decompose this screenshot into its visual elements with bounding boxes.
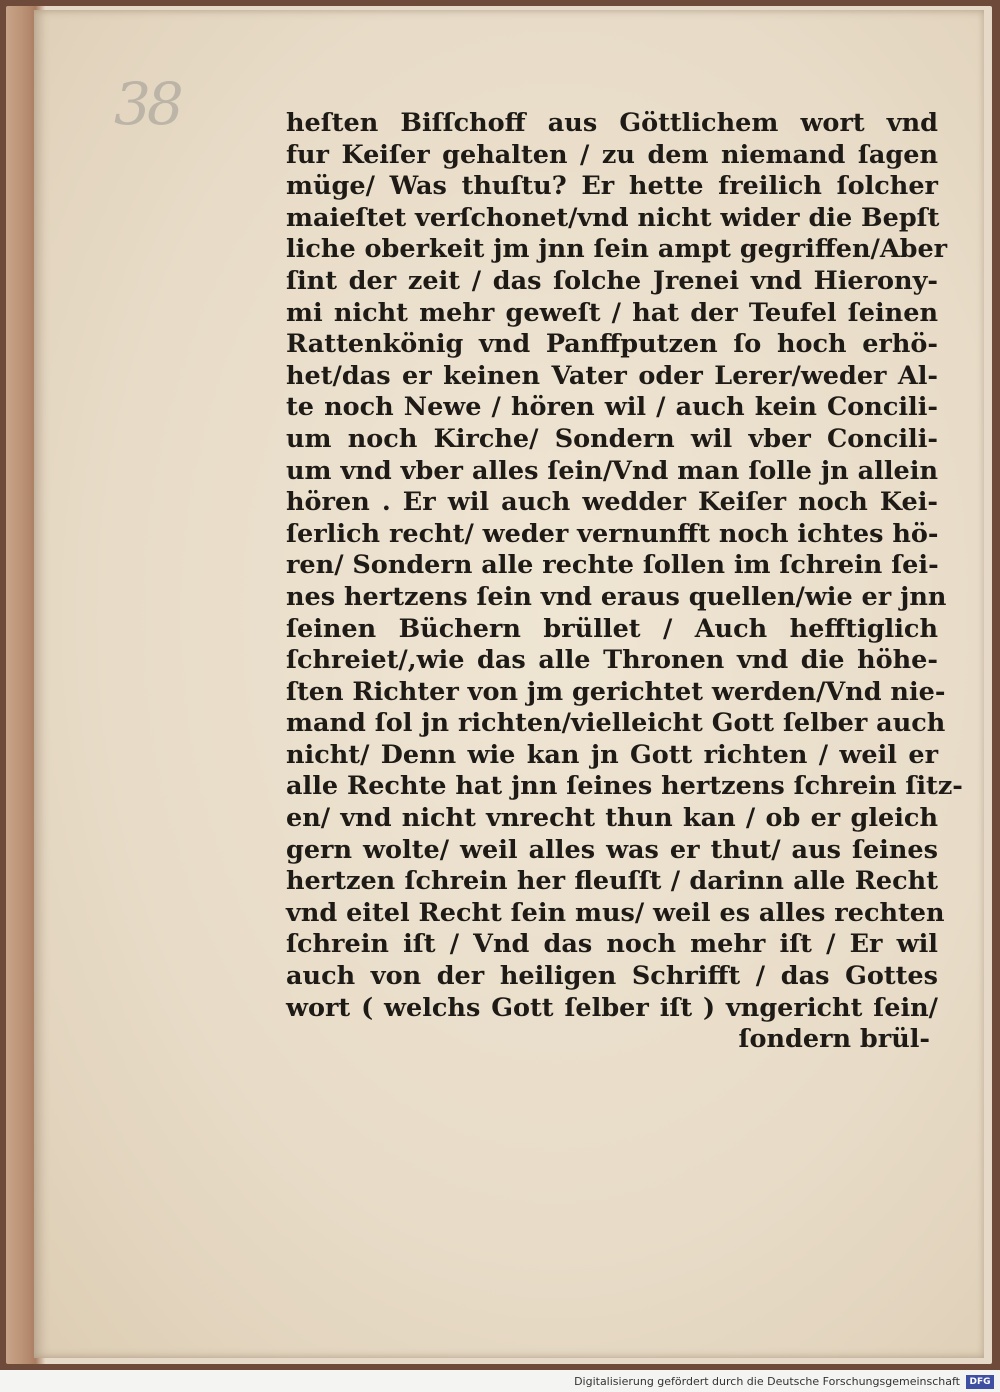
text-line: heſten Biſſchoff aus Göttlichem wort vnd xyxy=(286,108,938,138)
text-line: ſerlich recht/ weder vernunfft noch ichtes hö- xyxy=(286,518,939,549)
text-line: ſint der zeit / das ſolche Jrenei vnd Hierony- xyxy=(286,265,938,296)
text-line: te noch Newe / hören wil / auch kein Concili- xyxy=(286,392,938,423)
text-line: vnd eitel Recht ſein mus/ weil es alles rechten xyxy=(286,897,945,928)
text-line: maieſtet verſchonet/vnd nicht wider die Bepſt xyxy=(286,202,940,233)
text-line: müge/ Was thuſtu? Er hette freilich ſolcher xyxy=(286,171,938,202)
text-line: gern wolte/ weil alles was er thut/ aus ſeines xyxy=(286,834,938,865)
text-line: wort ( welchs Gott ſelber iſt ) vngericht ſein/ xyxy=(286,992,938,1023)
text-line: liche oberkeit jm jnn ſein ampt gegriffen/Aber xyxy=(286,234,948,265)
text-line: nes hertzens ſein vnd eraus quellen/wie er jnn xyxy=(286,581,947,612)
text-line: nicht/ Denn wie kan jn Gott richten / weil er xyxy=(286,739,938,770)
text-line: ſten Richter von jm gerichtet werden/Vnd nie- xyxy=(286,676,946,707)
text-line: mand ſol jn richten/vielleicht Gott ſelber auch xyxy=(286,708,946,739)
folio-number: 38 xyxy=(114,70,180,138)
dfg-logo-icon: DFG xyxy=(966,1375,994,1389)
text-line: fur Keiſer gehalten / zu dem niemand ſagen xyxy=(286,139,938,170)
text-line: auch von der heiligen Schrifft / das Gottes xyxy=(286,961,938,992)
text-line: ren/ Sondern alle rechte ſollen im ſchrein ſei- xyxy=(286,550,939,581)
footer-bar xyxy=(0,1370,1000,1392)
text-line: um vnd vber alles ſein/Vnd man ſolle jn allein xyxy=(286,455,938,486)
text-line: um noch Kirche/ Sondern wil vber Concili- xyxy=(286,423,938,454)
text-line: en/ vnd nicht vnrecht thun kan / ob er gleich xyxy=(286,803,938,834)
text-line: alle Rechte hat jnn ſeines hertzens ſchrein ſitz- xyxy=(286,771,963,802)
text-line: hören . Er wil auch wedder Keiſer noch Kei- xyxy=(286,487,938,518)
text-line: ſchrein iſt / Vnd das noch mehr iſt / Er wil xyxy=(286,929,938,960)
text-line: ſchreiet/,wie das alle Thronen vnd die höhe- xyxy=(286,645,938,676)
digitization-credit: Digitalisierung gefördert durch die Deutsche Forschungsgemeinschaft xyxy=(574,1375,960,1388)
catchword-line: ſondern brül- xyxy=(738,1024,930,1055)
text-line: Rattenkönig vnd Panffputzen ſo hoch erhö- xyxy=(286,329,938,360)
text-line: het/das er keinen Vater oder Lerer/weder Al- xyxy=(286,360,938,391)
text-line: ſeinen Büchern brüllet / Auch hefftiglich xyxy=(286,613,938,644)
text-line: hertzen ſchrein her fleuſſt / darinn alle Recht xyxy=(286,866,938,897)
text-line: mi nicht mehr geweſt / hat der Teufel ſeinen xyxy=(286,297,938,328)
text-block xyxy=(286,108,963,1056)
